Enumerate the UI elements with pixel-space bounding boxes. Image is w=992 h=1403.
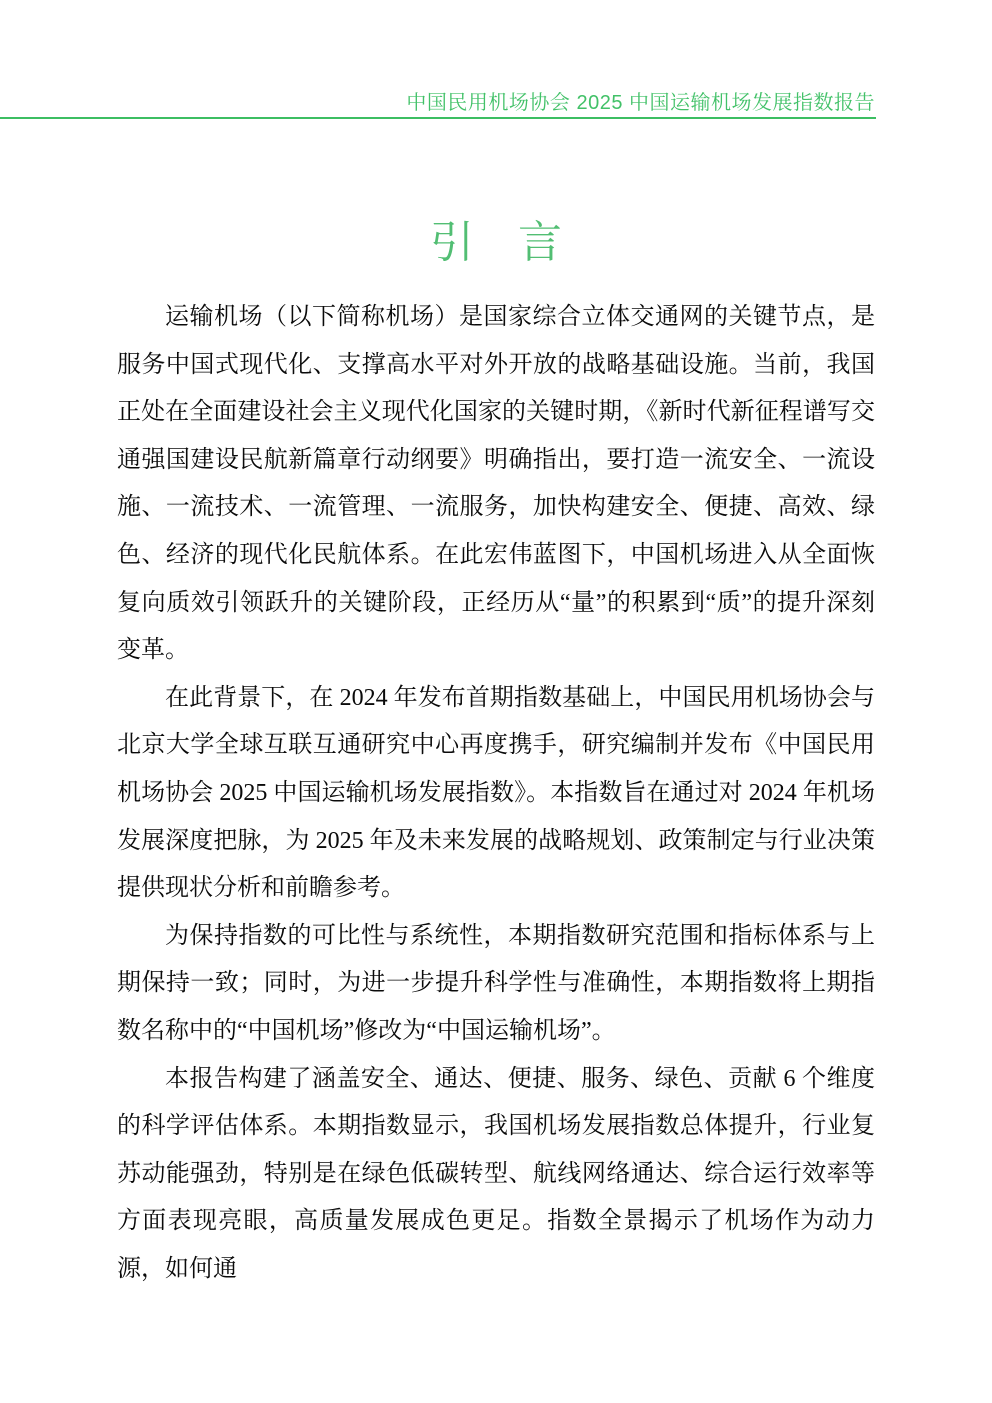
page-header-running-title: 中国民用机场协会 2025 中国运输机场发展指数报告	[406, 92, 875, 114]
paragraph-4: 本报告构建了涵盖安全、通达、便捷、服务、绿色、贡献 6 个维度的科学评估体系。本期指数显示，我国机场发展指数总体提升，行业复苏动能强劲，特别是在绿色低碳转型、航线网络通达、综合运行效率等方面表现亮眼，高质量发展成色更足。指数全景揭示了机场作为动力源，如何通	[117, 1065, 875, 1282]
paragraph-1: 运输机场（以下简称机场）是国家综合立体交通网的关键节点，是服务中国式现代化、支撑高水平对外开放的战略基础设施。当前，我国正处在全面建设社会主义现代化国家的关键时期，《新时代新征程谱写交通强国建设民航新篇章行动纲要》明确指出，要打造一流安全、一流设施、一流技术、一流管理、一流服务，加快构建安全、便捷、高效、绿色、经济的现代化民航体系。在此宏伟蓝图下，中国机场进入从全面恢复向质效引领跃升的关键阶段，正经历从“量”的积累到“质”的提升深刻变革。	[117, 304, 875, 664]
paragraph-3: 为保持指数的可比性与系统性，本期指数研究范围和指标体系与上期保持一致；同时，为进一步提升科学性与准确性，本期指数将上期指数名称中的“中国机场”修改为“中国运输机场”。	[117, 922, 875, 1044]
body-text-block	[117, 294, 875, 1293]
header-divider-rule	[0, 117, 876, 119]
paragraph-2: 在此背景下，在 2024 年发布首期指数基础上，中国民用机场协会与北京大学全球互联互通研究中心再度携手，研究编制并发布《中国民用机场协会 2025 中国运输机场发展指数》。本指数旨在通过对 2024 年机场发展深度把脉，为 2025 年及未来发展的战略规划、政策制定与行业决策提供现状分析和前瞻参考。	[117, 684, 875, 902]
section-title: 引 言	[430, 218, 562, 268]
